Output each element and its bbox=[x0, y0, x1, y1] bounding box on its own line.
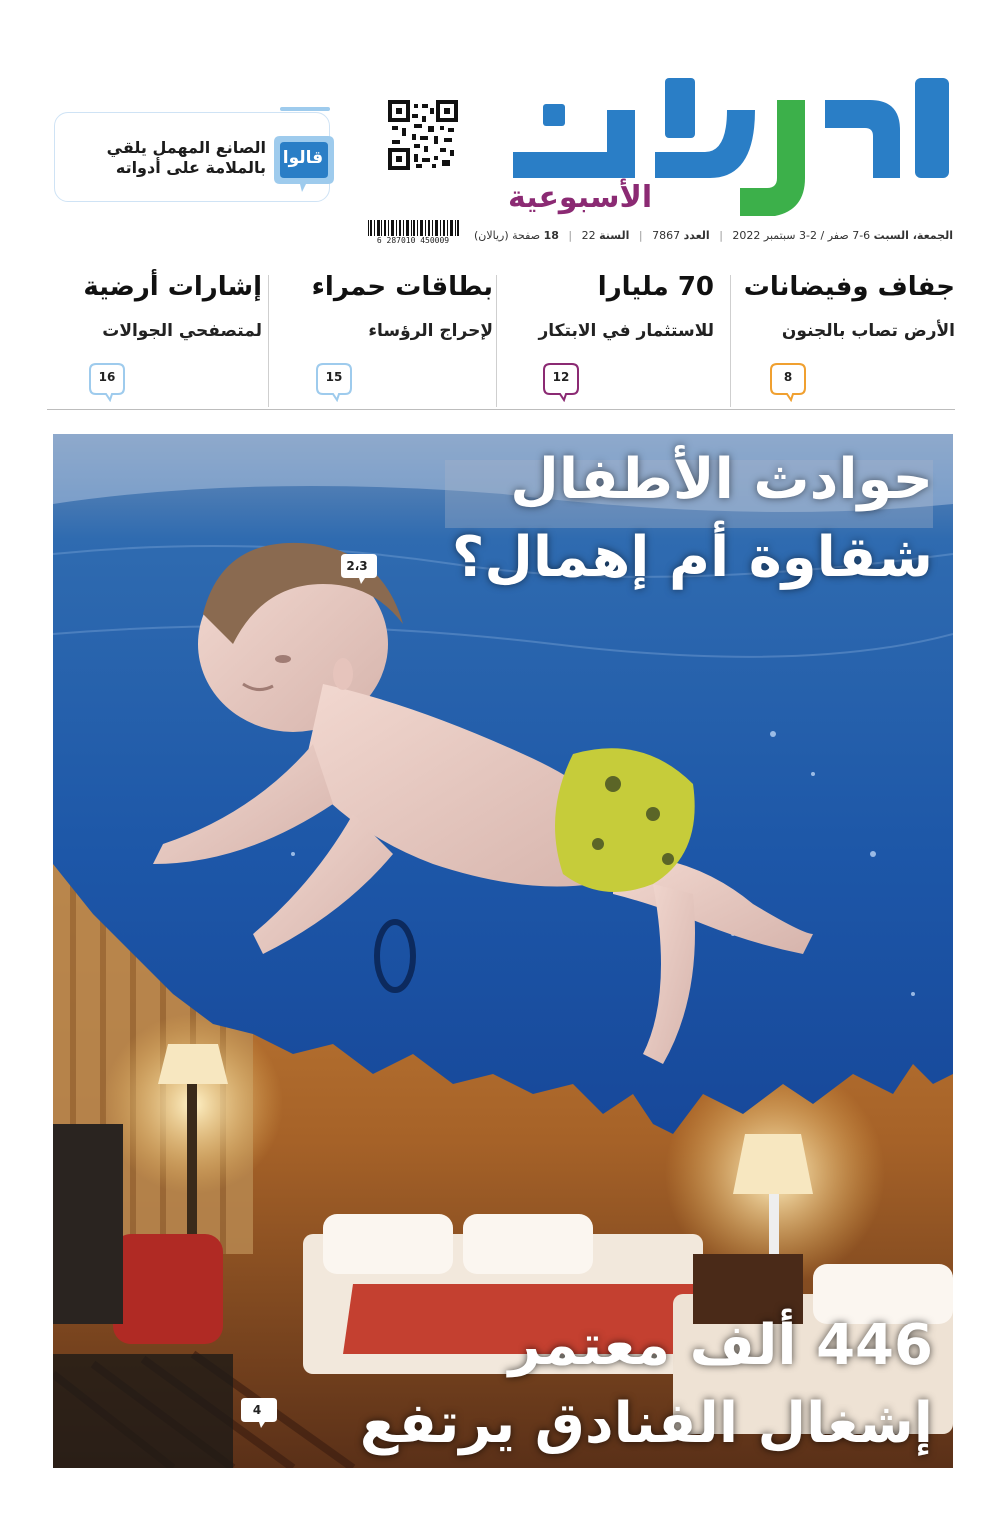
page-marker bbox=[315, 362, 353, 402]
teaser-divider bbox=[730, 275, 731, 407]
second-headline-line-2[interactable]: إشغال الفنادق يرتفع bbox=[359, 1391, 933, 1456]
dateline-gregorian: 2-3 سبتمبر 2022 bbox=[732, 229, 817, 242]
second-story-page-number: 4 bbox=[252, 1403, 262, 1417]
teaser-drought-floods[interactable] bbox=[728, 268, 955, 408]
logo-subtitle: الأسبوعية bbox=[508, 180, 653, 215]
quote-accent-line bbox=[280, 107, 330, 111]
price: (ريالان) bbox=[473, 229, 509, 242]
cover-photo[interactable] bbox=[53, 434, 953, 1468]
teaser-divider bbox=[496, 275, 497, 407]
quote-line-1: الصانع المهمل يلقي bbox=[106, 138, 266, 157]
page-number: 15 bbox=[325, 370, 343, 384]
separator: | bbox=[568, 229, 573, 242]
teaser-red-cards[interactable] bbox=[274, 268, 501, 408]
teaser-divider bbox=[268, 275, 269, 407]
teaser-subtitle: لإحراج الرؤساء bbox=[368, 321, 493, 341]
quote-line-2: بالملامة على أدواته bbox=[115, 158, 266, 177]
main-headline-line-2[interactable]: شقاوة أم إهمال؟ bbox=[451, 525, 933, 590]
page-count: 18 bbox=[543, 229, 559, 242]
teaser-title: إشارات أرضية bbox=[83, 272, 262, 302]
teaser-subtitle: الأرض تصاب بالجنون bbox=[781, 321, 955, 341]
dateline-days: الجمعة، السبت bbox=[873, 229, 953, 242]
page-marker bbox=[542, 362, 580, 402]
second-story-page-marker bbox=[239, 1396, 279, 1430]
teaser-row bbox=[47, 268, 955, 408]
main-story-page-number: 2،3 bbox=[346, 559, 368, 573]
teaser-70-billion[interactable] bbox=[501, 268, 728, 408]
page-count-label: صفحة bbox=[512, 229, 541, 242]
qr-code-icon[interactable] bbox=[388, 100, 458, 170]
page-marker bbox=[88, 362, 126, 402]
page-number: 16 bbox=[98, 370, 116, 384]
year-number: 22 bbox=[581, 229, 596, 242]
teaser-title: جفاف وفيضانات bbox=[743, 272, 955, 302]
issue-number: 7867 bbox=[652, 229, 681, 242]
issue-label: العدد bbox=[683, 229, 710, 242]
teaser-title: 70 مليارا bbox=[597, 272, 714, 302]
barcode-number: 6 287010 450009 bbox=[366, 236, 460, 245]
second-headline-line-1[interactable]: 446 ألف معتمر bbox=[508, 1313, 933, 1378]
teaser-ground-signals[interactable] bbox=[47, 268, 274, 408]
page-marker bbox=[769, 362, 807, 402]
main-headline-line-1[interactable]: حوادث الأطفال bbox=[510, 447, 933, 512]
separator: | bbox=[719, 229, 723, 242]
teaser-title: بطاقات حمراء bbox=[311, 272, 493, 302]
main-story-page-marker bbox=[339, 552, 379, 586]
teaser-subtitle: للاستثمار في الابتكار bbox=[538, 321, 714, 341]
year-label: السنة bbox=[599, 229, 630, 242]
page-number: 8 bbox=[783, 370, 793, 384]
page-number: 12 bbox=[552, 370, 570, 384]
teaser-subtitle: لمتصفحي الجوالات bbox=[102, 321, 262, 341]
dateline: الجمعة، السبت 6-7 صفر / 2-3 سبتمبر 2022 | العدد 7867 | السنة 22 | 18 صفحة (ريالان) bbox=[473, 229, 953, 242]
horizontal-rule bbox=[47, 409, 955, 410]
separator: | bbox=[638, 229, 643, 242]
quote-text bbox=[66, 138, 266, 178]
dateline-hijri: 6-7 صفر bbox=[827, 229, 871, 242]
quote-badge-label: قالوا bbox=[282, 148, 324, 168]
